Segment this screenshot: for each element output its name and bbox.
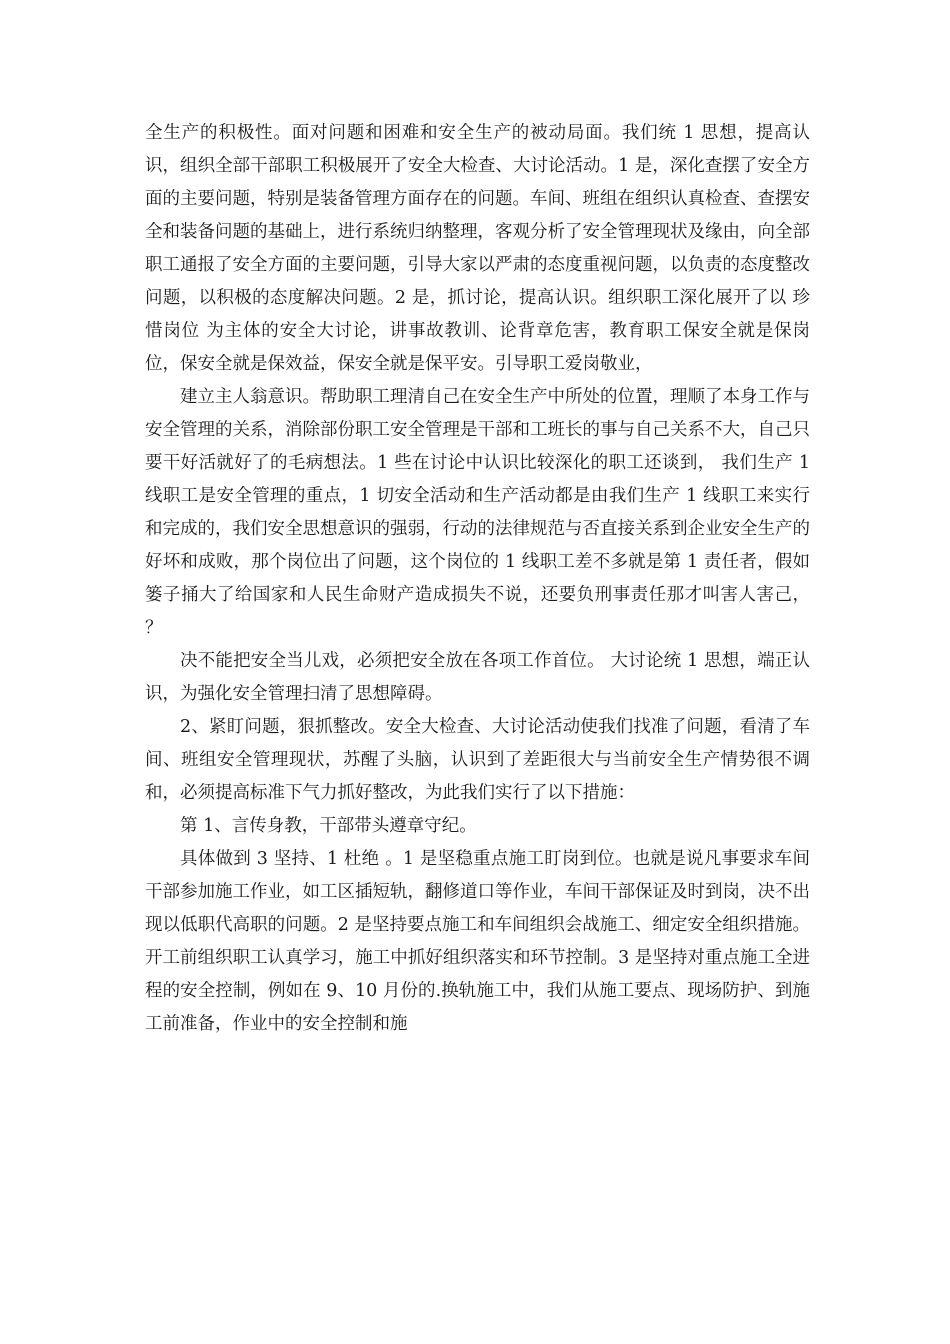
- paragraph-1: 全生产的积极性。面对问题和困难和安全生产的被动局面。我们统 1 思想，提高认识，组织全部干部职工积极展开了安全大检查、大讨论活动。1 是，深化查摆了安全方面的主要问题，特别是装备管理方面存在的问题。车间、班组在组织认真检查、查摆安全和装备问题的基础上，进行系统归纳整理，客观分析了安全管理现状及缘由，向全部职工通报了安全方面的主要问题，引导大家以严肃的态度重视问题，以负责的态度整改问题，以积极的态度解决问题。2 是，抓讨论，提高认识。组织职工深化展开了以 珍惜岗位 为主体的安全大讨论，讲事故教训、论背章危害，教育职工保安全就是保岗位，保安全就是保效益，保安全就是保平安。引导职工爱岗敬业，: [145, 123, 810, 374]
- paragraph-4: 2、紧盯问题，狠抓整改。安全大检查、大讨论活动使我们找准了问题，看清了车间、班组安全管理现状，苏醒了头脑，认识到了差距很大与当前安全生产情势很不调和，必须提高标准下气力抓好整改，为此我们实行了以下措施：: [145, 717, 810, 803]
- paragraph-2: 建立主人翁意识。帮助职工理清自己在安全生产中所处的位置，理顺了本身工作与安全管理的关系，消除部份职工安全管理是干部和工班长的事与自己关系不大，自己只要干好活就好了的毛病想法。1 些在讨论中认识比较深化的职工还谈到， 我们生产 1 线职工是安全管理的重点，1 切安全活动和生产活动都是由我们生产 1 线职工来实行和完成的，我们安全思想意识的强弱，行动的法律规范与否直接关系到企业安全生产的好坏和成败，那个岗位出了问题，这个岗位的 1 线职工差不多就是第 1 责任者，假如篓子捅大了给国家和人民生命财产造成损失不说，还要负刑事责任那才叫害人害己， ？: [145, 387, 810, 638]
- document-body: [145, 117, 810, 1041]
- paragraph-5: 第 1、言传身教，干部带头遵章守纪。: [180, 816, 477, 836]
- paragraph-6: 具体做到 3 坚持、1 杜绝 。1 是坚稳重点施工盯岗到位。也就是说凡事要求车间干部参加施工作业，如工区插短轨，翻修道口等作业，车间干部保证及时到岗，决不出现以低职代高职的问题。2 是坚持要点施工和车间组织会战施工、细定安全组织措施。开工前组织职工认真学习，施工中抓好组织落实和环节控制。3 是坚持对重点施工全进程的安全控制，例如在 9、10 月份的.换轨施工中，我们从施工要点、现场防护、到施工前准备，作业中的安全控制和施: [145, 849, 810, 1034]
- paragraph-3: 决不能把安全当儿戏，必须把安全放在各项工作首位。 大讨论统 1 思想，端正认识，为强化安全管理扫清了思想障碍。: [145, 651, 810, 704]
